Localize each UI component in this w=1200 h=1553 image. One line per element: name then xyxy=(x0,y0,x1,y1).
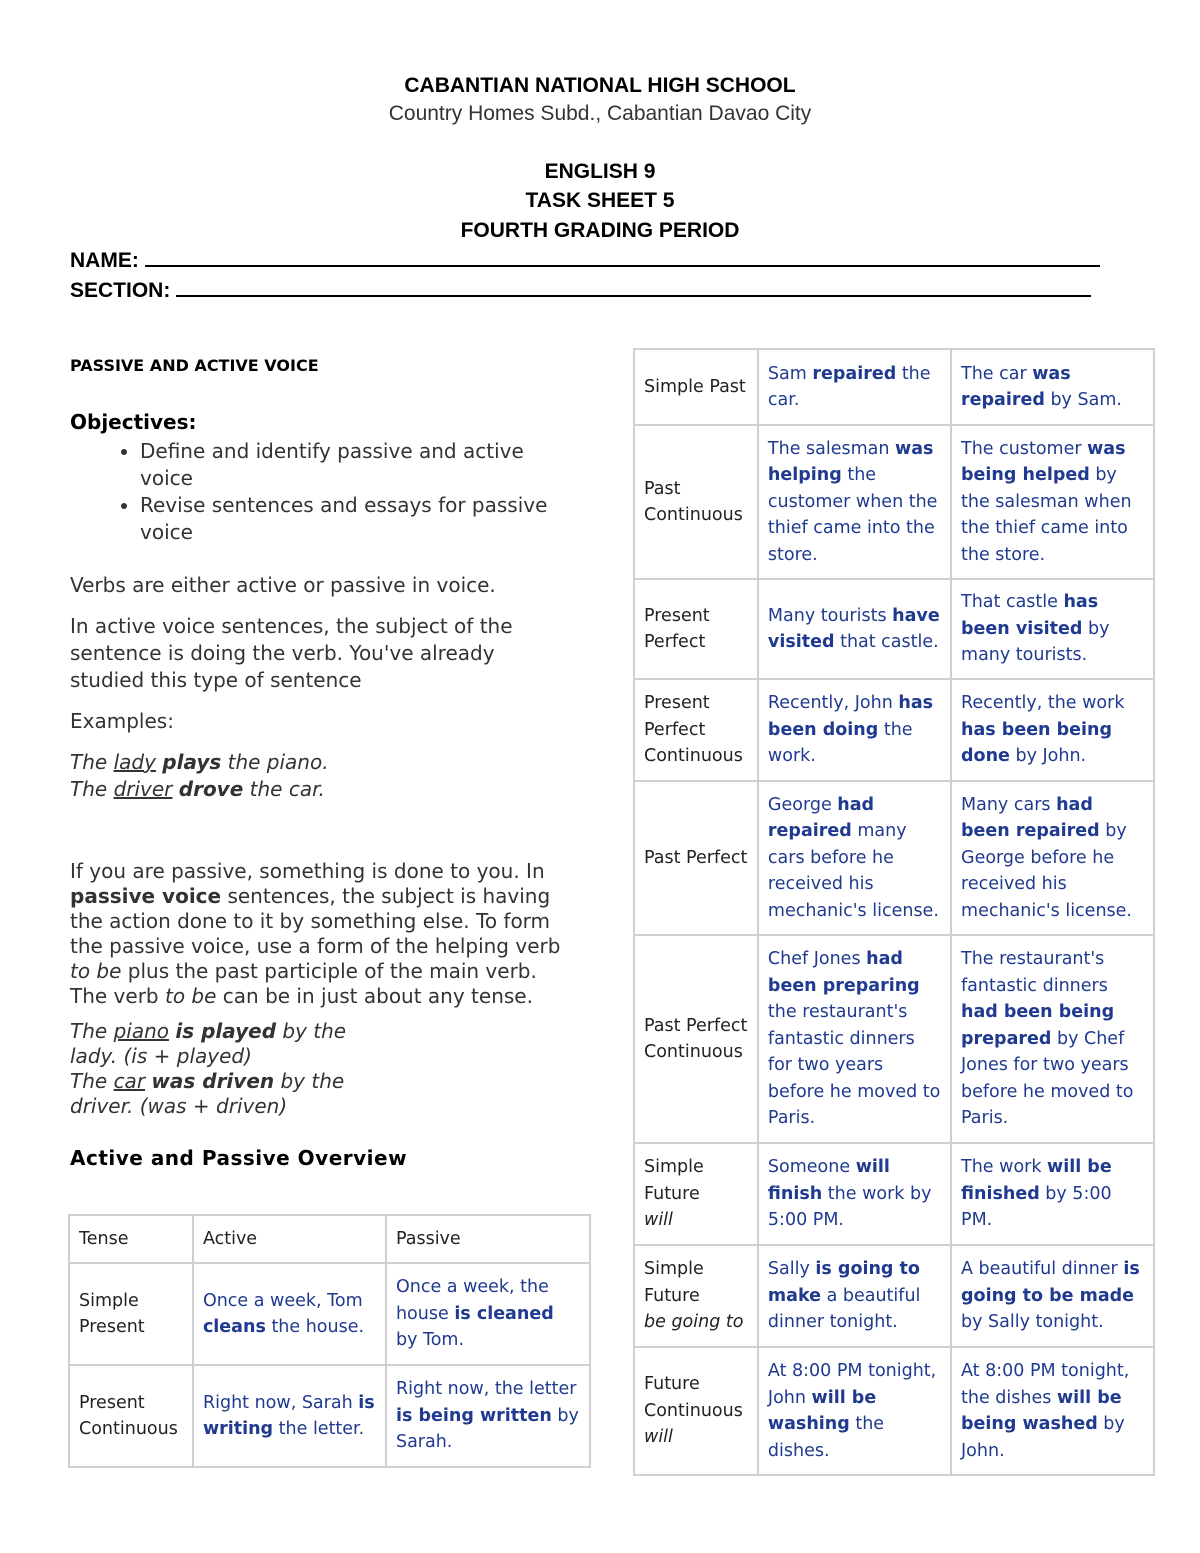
passive-cell: The car was repaired by Sam. xyxy=(951,349,1154,425)
overview-table-left xyxy=(68,1214,591,1468)
table-row xyxy=(634,349,1154,425)
period-title: FOURTH GRADING PERIOD xyxy=(460,219,740,242)
tense-cell: Present Continuous xyxy=(69,1365,193,1467)
objective-item: • Revise sentences and essays for passive voice xyxy=(140,492,570,546)
table-row xyxy=(634,935,1154,1143)
active-cell: George had repaired many cars before he received his mechanic's license. xyxy=(758,781,951,935)
objectives-list xyxy=(70,438,570,546)
active-cell: Sally is going to make a beautiful dinner tonight. xyxy=(758,1245,951,1347)
tense-cell: Present Perfect Continuous xyxy=(634,679,758,781)
passive-example-1: The piano is played by the lady. (is + played) xyxy=(70,1019,347,1068)
tense-cell: Simple Future be going to xyxy=(634,1245,758,1347)
table-row xyxy=(634,1143,1154,1245)
passive-cell: At 8:00 PM tonight, the dishes will be being washed by John. xyxy=(951,1347,1154,1475)
passive-cell: Once a week, the house is cleaned by Tom. xyxy=(386,1263,590,1365)
passive-cell: A beautiful dinner is going to be made by Sally tonight. xyxy=(951,1245,1154,1347)
header-tense: Tense xyxy=(69,1215,193,1263)
active-cell: At 8:00 PM tonight, John will be washing the dishes. xyxy=(758,1347,951,1475)
passive-example-2: The car was driven by the driver. (was + driven) xyxy=(70,1069,345,1118)
active-cell: Someone will finish the work by 5:00 PM. xyxy=(758,1143,951,1245)
passive-cell: Recently, the work has been being done by John. xyxy=(951,679,1154,781)
section-label: SECTION: xyxy=(70,279,171,302)
active-example-2: The driver drove the car. xyxy=(70,777,325,801)
overview-table-right xyxy=(633,348,1155,1476)
header-passive: Passive xyxy=(386,1215,590,1263)
active-cell: Many tourists have visited that castle. xyxy=(758,579,951,679)
active-cell: Sam repaired the car. xyxy=(758,349,951,425)
section-field[interactable] xyxy=(70,279,1091,303)
table-row xyxy=(634,425,1154,579)
table-row xyxy=(634,1347,1154,1475)
left-column xyxy=(70,352,570,1172)
overview-title: Active and Passive Overview xyxy=(70,1146,408,1170)
table-row xyxy=(634,579,1154,679)
school-name: CABANTIAN NATIONAL HIGH SCHOOL xyxy=(404,74,796,97)
active-cell: Right now, Sarah is writing the letter. xyxy=(193,1365,386,1467)
tense-cell: Simple Future will xyxy=(634,1143,758,1245)
tense-cell: Present Perfect xyxy=(634,579,758,679)
tense-cell: Past Perfect xyxy=(634,781,758,935)
subject-title: ENGLISH 9 xyxy=(544,160,656,183)
table-row xyxy=(634,1245,1154,1347)
passive-definition: If you are passive, something is done to you. In passive voice sentences, the subject is having the action done to it by something else. To form the passive voice, use a form of the helping verb to be plus the past participle of the main verb. The verb to be can be in just about any tense. xyxy=(70,859,561,1008)
section-underline[interactable] xyxy=(176,281,1091,297)
school-address: Country Homes Subd., Cabantian Davao City xyxy=(388,102,812,125)
objectives-title: Objectives: xyxy=(70,410,197,434)
table-header-row xyxy=(69,1215,590,1263)
header-active: Active xyxy=(193,1215,386,1263)
name-field[interactable] xyxy=(70,249,1100,273)
table-row xyxy=(69,1365,590,1467)
active-example-1: The lady plays the piano. xyxy=(70,750,329,774)
passive-cell: The customer was being helped by the salesman when the thief came into the store. xyxy=(951,425,1154,579)
tense-cell: Past Perfect Continuous xyxy=(634,935,758,1143)
active-cell: Recently, John has been doing the work. xyxy=(758,679,951,781)
name-underline[interactable] xyxy=(145,251,1100,267)
intro-text: Verbs are either active or passive in voice. xyxy=(70,573,496,597)
active-cell: The salesman was helping the customer when the thief came into the store. xyxy=(758,425,951,579)
passive-cell: Right now, the letter is being written by Sarah. xyxy=(386,1365,590,1467)
objective-item: • Define and identify passive and active voice xyxy=(140,438,570,492)
name-label: NAME: xyxy=(70,249,139,272)
section-title: PASSIVE AND ACTIVE VOICE xyxy=(70,356,319,375)
passive-cell: The restaurant's fantastic dinners had been being prepared by Chef Jones for two years before he moved to Paris. xyxy=(951,935,1154,1143)
passive-cell: Many cars had been repaired by George before he received his mechanic's license. xyxy=(951,781,1154,935)
passive-cell: The work will be finished by 5:00 PM. xyxy=(951,1143,1154,1245)
passive-cell: That castle has been visited by many tourists. xyxy=(951,579,1154,679)
task-title: TASK SHEET 5 xyxy=(525,189,675,212)
tense-cell: Simple Past xyxy=(634,349,758,425)
table-row xyxy=(634,781,1154,935)
active-cell: Once a week, Tom cleans the house. xyxy=(193,1263,386,1365)
table-row xyxy=(69,1263,590,1365)
examples-label: Examples: xyxy=(70,709,174,733)
tense-cell: Future Continuous will xyxy=(634,1347,758,1475)
tense-cell: Simple Present xyxy=(69,1263,193,1365)
active-cell: Chef Jones had been preparing the restaurant's fantastic dinners for two years before he moved to Paris. xyxy=(758,935,951,1143)
tense-cell: Past Continuous xyxy=(634,425,758,579)
active-definition: In active voice sentences, the subject of the sentence is doing the verb. You've already studied this type of sentence xyxy=(70,614,513,692)
table-row xyxy=(634,679,1154,781)
